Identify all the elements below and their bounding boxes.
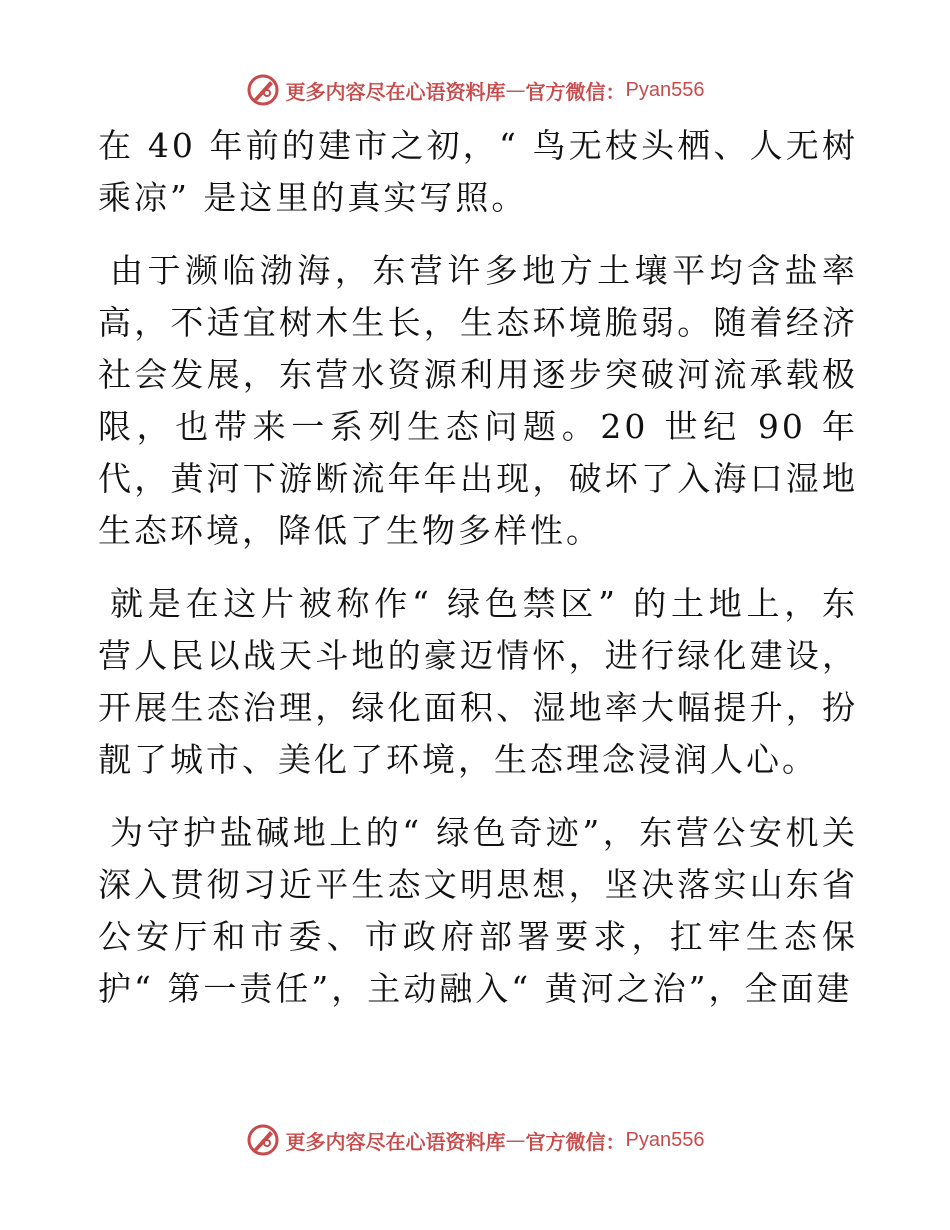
watermark-wechat-label: 官方微信： [525,1129,626,1154]
watermark-wechat-id: Pyan556 [625,78,705,101]
header-watermark [0,70,950,110]
paragraph-2: 由于濒临渤海，东营许多地方土壤平均含盐率高，不适宜树木生长，生态环境脆弱。随着经济社会发展，东营水资源利用逐步突破河流承载极限，也带来一系列生态问题。20 世纪 90 年代，黄河下游断流年年出现，破坏了入海口湿地生态环境，降低了生物多样性。 [98,251,858,550]
watermark-separator: — [505,1128,526,1152]
watermark-separator: — [505,78,526,102]
quill-seal-icon [246,1123,280,1157]
paragraph-3: 就是在这片被称作“ 绿色禁区” 的土地上，东营人民以战天斗地的豪迈情怀，进行绿化建设，开展生态治理，绿化面积、湿地率大幅提升，扮靓了城市、美化了环境，生态理念浸润人心。 [98,584,858,779]
footer-watermark [0,1120,950,1160]
paragraph-4: 为守护盐碱地上的“ 绿色奇迹”，东营公安机关深入贯彻习近平生态文明思想，坚决落实山东省公安厅和市委、市政府部署要求，扛牢生态保护“ 第一责任”，主动融入“ 黄河之治”，全面建 [98,813,858,1008]
paragraph-1: 在 40 年前的建市之初，“ 鸟无枝头栖、人无树乘凉” 是这里的真实写照。 [98,126,858,217]
watermark-text: 更多内容尽在心语资料库 [285,1129,506,1154]
document-body [98,120,858,1036]
watermark-wechat-label: 官方微信： [525,79,626,104]
watermark-text: 更多内容尽在心语资料库 [285,79,506,104]
watermark-wechat-id: Pyan556 [625,1128,705,1151]
quill-seal-icon [246,73,280,107]
